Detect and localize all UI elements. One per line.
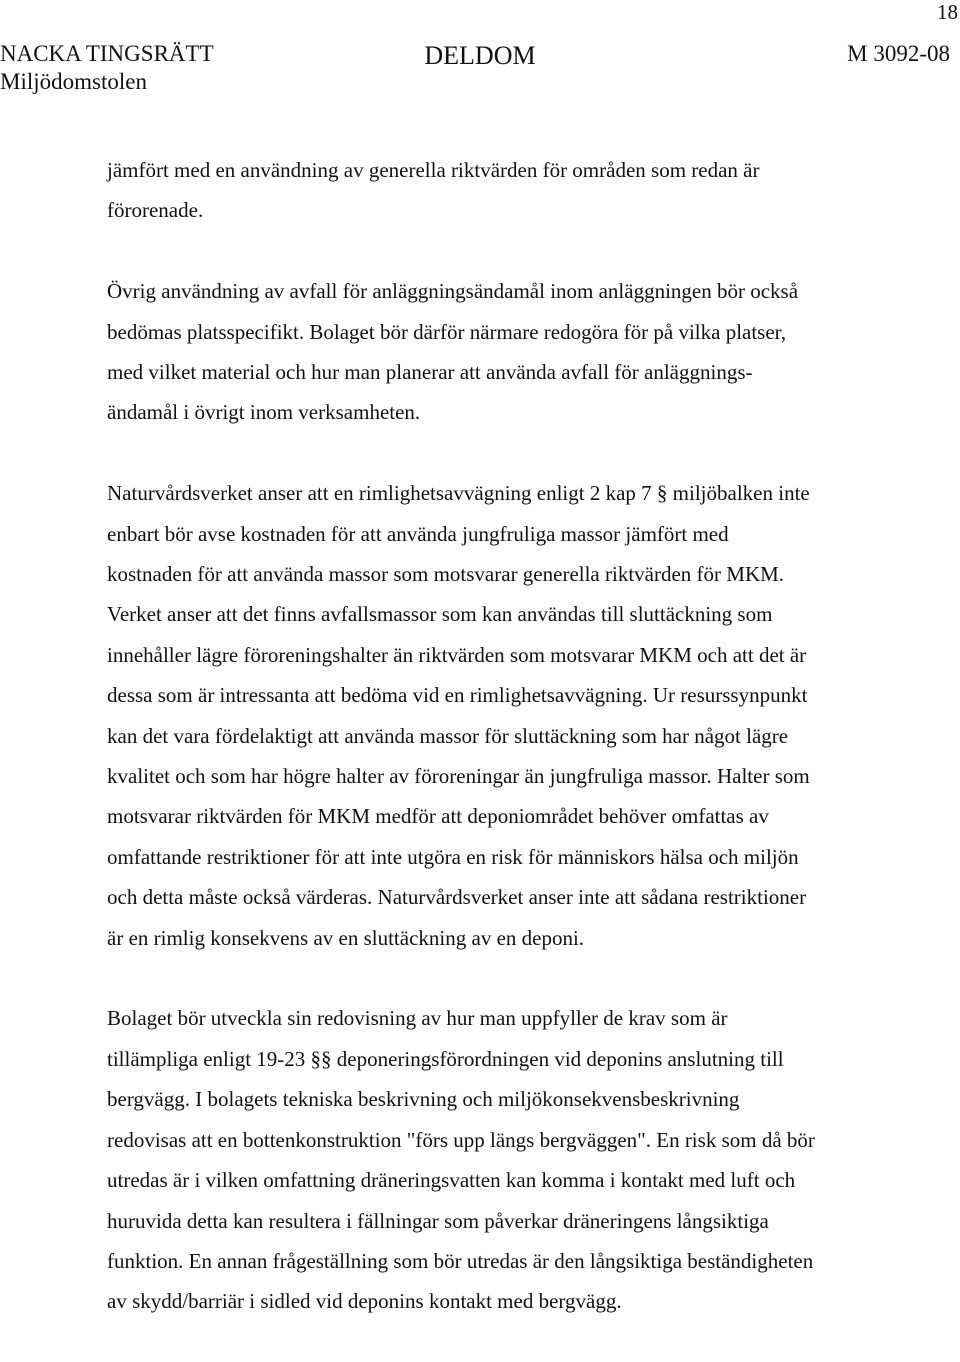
text-line: funktion. En annan frågeställning som bör utredas är den långsiktiga beständigheten — [107, 1248, 814, 1273]
text-line: kostnaden för att använda massor som motsvarar generella riktvärden för MKM. — [107, 562, 785, 587]
document-body — [107, 150, 907, 1362]
document-type: DELDOM — [424, 41, 536, 70]
text-line: är en rimlig konsekvens av en sluttäckning av en deponi. — [107, 925, 585, 950]
page-number: 18 — [937, 0, 958, 24]
text-line: bedömas platsspecifikt. Bolaget bör därför närmare redogöra för på vilka platser, — [107, 319, 787, 344]
case-number: M 3092-08 — [847, 41, 950, 66]
text-line: innehåller lägre föroreningshalter än riktvärden som motsvarar MKM och att det är — [107, 642, 807, 667]
text-line: jämfört med en användning av generella riktvärden för områden som redan är — [107, 158, 760, 182]
text-line: bergvägg. I bolagets tekniska beskrivning och miljökonsekvensbeskrivning — [107, 1087, 740, 1112]
text-line: tillämpliga enligt 19-23 §§ deponeringsförordningen vid deponins anslutning till — [107, 1046, 784, 1071]
paragraph — [107, 271, 907, 433]
text-line: huruvida detta kan resultera i fällningar som påverkar dräneringens långsiktiga — [107, 1208, 769, 1233]
department-name: Miljödomstolen — [0, 69, 147, 94]
text-line: förorenade. — [107, 198, 204, 223]
text-line: Verket anser att det finns avfallsmassor som kan användas till sluttäckning som — [107, 602, 773, 627]
text-line: enbart bör avse kostnaden för att använda jungfruliga massor jämfört med — [107, 521, 729, 546]
text-line: ändamål i övrigt inom verksamheten. — [107, 400, 421, 425]
text-line: Naturvårdsverket anser att en rimlighetsavvägning enligt 2 kap 7 § miljöbalken inte — [107, 481, 810, 506]
text-line: redovisas att en bottenkonstruktion "förs upp längs bergväggen". En risk som då bör — [107, 1127, 815, 1152]
text-line: utredas är i vilken omfattning dräneringsvatten kan komma i kontakt med luft och — [107, 1168, 796, 1193]
text-line: motsvarar riktvärden för MKM medför att deponiområdet behöver omfattas av — [107, 804, 769, 829]
text-line: med vilket material och hur man planerar att använda avfall för anläggnings- — [107, 360, 753, 385]
text-line: av skydd/barriär i sidled vid deponins kontakt med bergvägg. — [107, 1289, 622, 1314]
text-line: och detta måste också värderas. Naturvårdsverket anser inte att sådana restriktioner — [107, 885, 807, 910]
paragraph — [107, 473, 907, 958]
paragraph — [107, 998, 907, 1321]
text-line: Bolaget bör utveckla sin redovisning av hur man uppfyller de krav som är — [107, 1006, 728, 1031]
court-name: NACKA TINGSRÄTT — [0, 41, 214, 66]
paragraph — [107, 150, 907, 231]
text-line: kan det vara fördelaktigt att använda massor för sluttäckning som har något lägre — [107, 723, 789, 748]
text-line: Övrig användning av avfall för anläggningsändamål inom anläggningen bör också — [107, 279, 799, 304]
text-line: kvalitet och som har högre halter av föroreningar än jungfruliga massor. Halter som — [107, 764, 810, 789]
text-line: dessa som är intressanta att bedöma vid en rimlighetsavvägning. Ur resurssynpunkt — [107, 683, 808, 708]
text-line: omfattande restriktioner för att inte utgöra en risk för människors hälsa och miljön — [107, 844, 799, 869]
